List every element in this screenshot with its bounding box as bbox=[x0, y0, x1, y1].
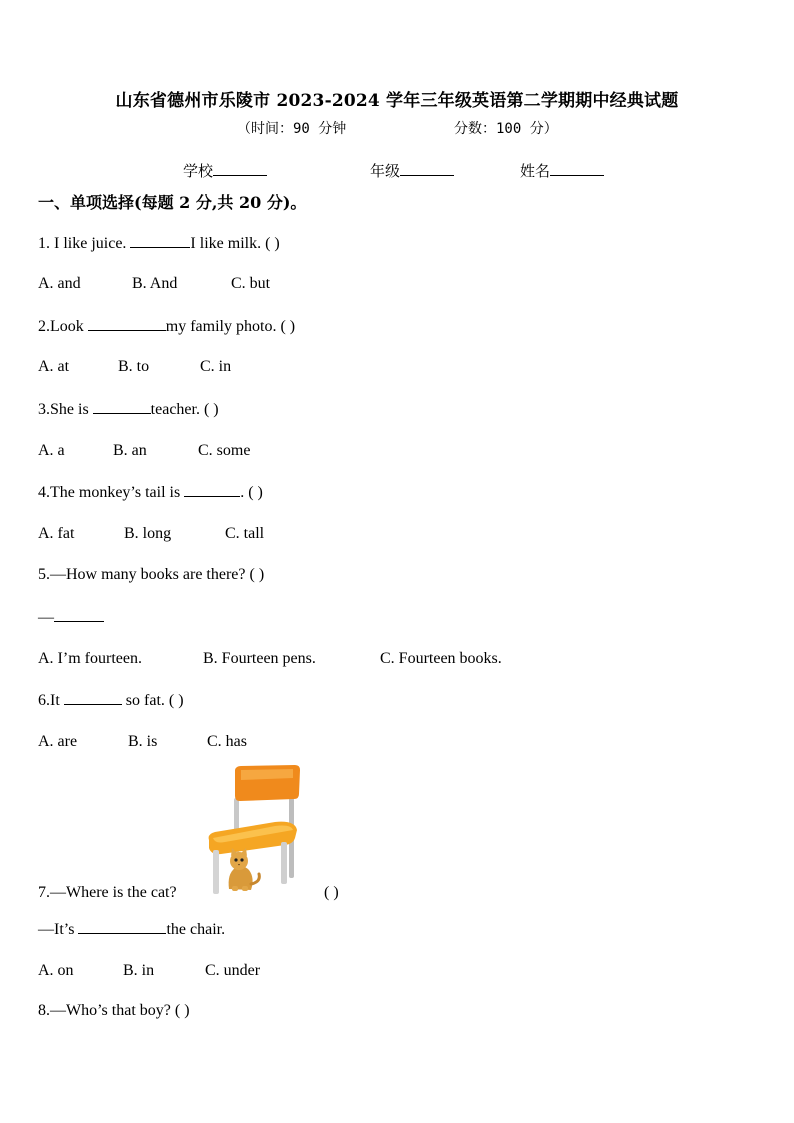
question-1-option-c[interactable]: C. but bbox=[231, 275, 271, 292]
question-7-option-b[interactable]: B. in bbox=[123, 962, 155, 979]
question-5 bbox=[38, 566, 264, 584]
question-5-option-c[interactable]: C. Fourteen books. bbox=[380, 650, 502, 667]
question-5-answer-dash: — bbox=[38, 609, 54, 626]
question-8-text: 8.—Who’s that boy? ( ) bbox=[38, 1002, 190, 1019]
question-2-text-before: 2.Look bbox=[38, 318, 88, 335]
chair-front-leg-right bbox=[281, 842, 287, 884]
question-4-blank[interactable] bbox=[184, 482, 240, 497]
question-4 bbox=[38, 482, 263, 502]
question-7-option-c[interactable]: C. under bbox=[205, 962, 261, 979]
question-7-option-a[interactable]: A. on bbox=[38, 962, 74, 979]
question-5-option-b[interactable]: B. Fourteen pens. bbox=[203, 650, 316, 667]
name-blank[interactable] bbox=[550, 161, 604, 176]
question-3-blank[interactable] bbox=[93, 399, 151, 414]
question-1-text-after: I like milk. ( ) bbox=[190, 235, 280, 252]
question-3-text-before: 3.She is bbox=[38, 401, 93, 418]
school-field bbox=[183, 160, 267, 181]
question-7-answer bbox=[38, 919, 225, 939]
question-1-text-before: 1. I like juice. bbox=[38, 235, 131, 252]
school-label: 学校 bbox=[183, 162, 214, 180]
question-2-option-a[interactable]: A. at bbox=[38, 358, 70, 375]
question-2 bbox=[38, 316, 295, 336]
question-3-text-after: teacher. ( ) bbox=[150, 401, 219, 418]
exam-title: 山东省德州市乐陵市 2023-2024 学年三年级英语第二学期期中经典试题 bbox=[115, 91, 679, 111]
question-2-option-b[interactable]: B. to bbox=[118, 358, 150, 375]
question-6-text-after: so fat. ( ) bbox=[121, 692, 184, 709]
question-6-option-b[interactable]: B. is bbox=[128, 733, 158, 750]
question-3-option-c[interactable]: C. some bbox=[198, 442, 251, 459]
grade-field bbox=[370, 160, 454, 181]
chair-with-cat-illustration bbox=[205, 764, 305, 896]
grade-blank[interactable] bbox=[400, 161, 454, 176]
cat-icon bbox=[229, 848, 260, 891]
question-4-option-c[interactable]: C. tall bbox=[225, 525, 265, 542]
question-5-text: 5.—How many books are there? ( ) bbox=[38, 566, 265, 583]
question-7-answer-after: the chair. bbox=[166, 921, 226, 938]
question-3-option-b[interactable]: B. an bbox=[113, 442, 147, 459]
name-label: 姓名 bbox=[520, 162, 551, 180]
question-7-answer-paren[interactable]: ( ) bbox=[324, 884, 339, 901]
question-6-option-c[interactable]: C. has bbox=[207, 733, 247, 750]
question-7 bbox=[38, 884, 177, 902]
question-6-option-a[interactable]: A. are bbox=[38, 733, 78, 750]
question-3-option-a[interactable]: A. a bbox=[38, 442, 65, 459]
question-3 bbox=[38, 399, 219, 419]
question-1 bbox=[38, 233, 280, 253]
exam-score: 分数：100 分） bbox=[454, 121, 558, 137]
question-8 bbox=[38, 1002, 190, 1020]
question-4-option-b[interactable]: B. long bbox=[124, 525, 172, 542]
question-2-blank[interactable] bbox=[88, 316, 166, 331]
school-blank[interactable] bbox=[213, 161, 267, 176]
question-7-text: 7.—Where is the cat? bbox=[38, 884, 177, 901]
name-field bbox=[520, 160, 604, 181]
question-6-text-before: 6.It bbox=[38, 692, 64, 709]
question-7-answer-before: —It’s bbox=[38, 921, 79, 938]
section-title: 一、单项选择(每题 2 分,共 20 分)。 bbox=[38, 193, 307, 212]
question-5-option-a[interactable]: A. I’m fourteen. bbox=[38, 650, 142, 667]
question-2-text-after: my family photo. ( ) bbox=[165, 318, 296, 335]
question-7-blank[interactable] bbox=[78, 919, 166, 934]
question-1-option-a[interactable]: A. and bbox=[38, 275, 81, 292]
question-5-blank[interactable] bbox=[54, 607, 104, 622]
grade-label: 年级 bbox=[370, 162, 401, 180]
question-1-blank[interactable] bbox=[130, 233, 190, 248]
question-6 bbox=[38, 690, 184, 710]
question-1-option-b[interactable]: B. And bbox=[132, 275, 178, 292]
exam-time: （时间：90 分钟 bbox=[237, 121, 347, 137]
question-2-option-c[interactable]: C. in bbox=[200, 358, 232, 375]
chair-front-leg-left bbox=[213, 850, 219, 894]
question-4-text-before: 4.The monkey’s tail is bbox=[38, 484, 185, 501]
question-4-text-after: . ( ) bbox=[240, 484, 263, 501]
question-6-blank[interactable] bbox=[64, 690, 122, 705]
question-4-option-a[interactable]: A. fat bbox=[38, 525, 75, 542]
question-5-answer bbox=[38, 607, 104, 627]
